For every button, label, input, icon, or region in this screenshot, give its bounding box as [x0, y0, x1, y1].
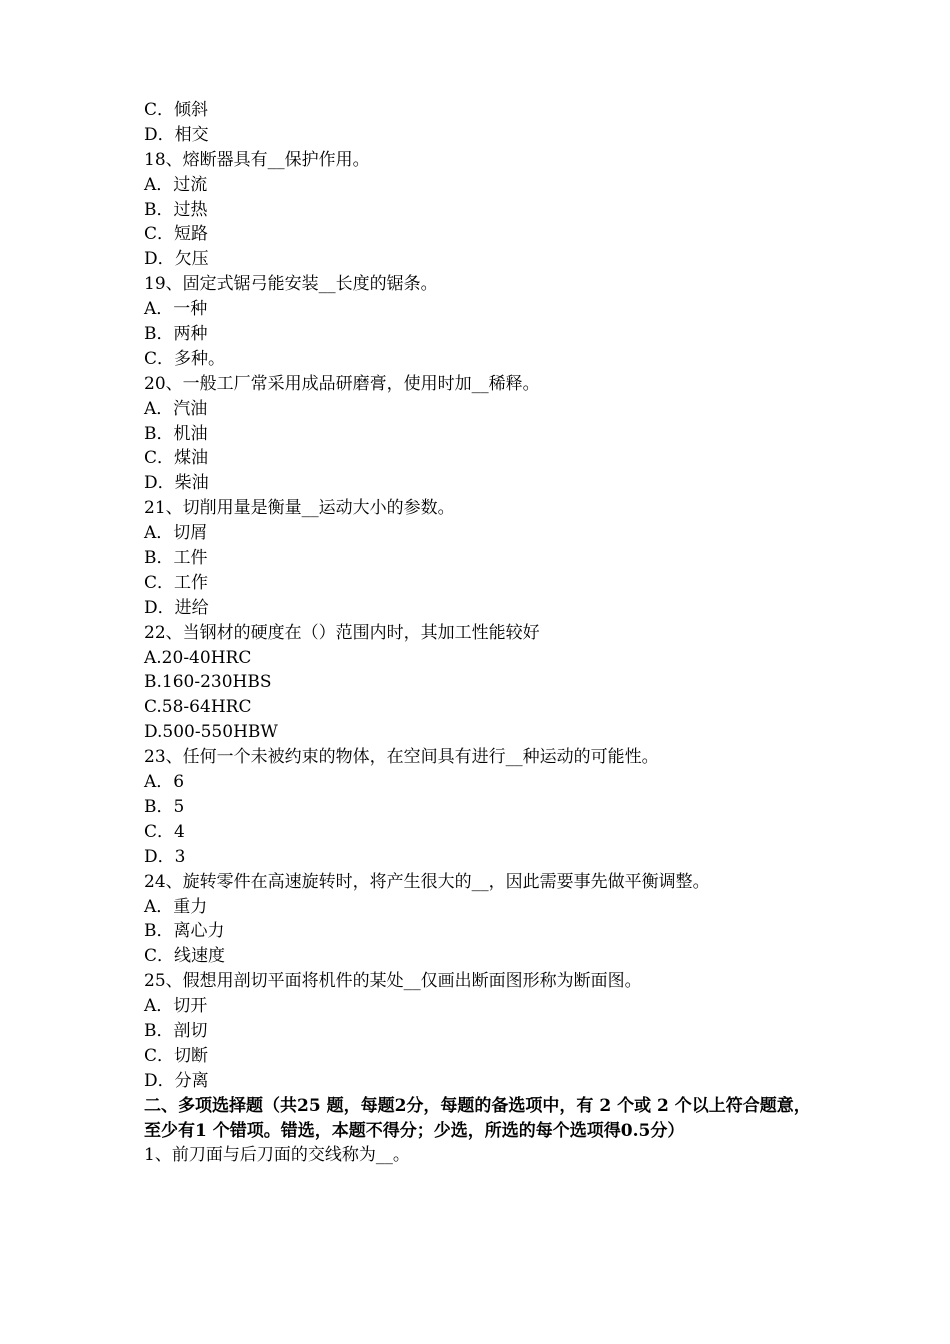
question-23: 23、任何一个未被约束的物体，在空间具有进行__种运动的可能性。: [144, 747, 659, 768]
question-25: 25、假想用剖切平面将机件的某处__仅画出断面图形称为断面图。: [144, 971, 642, 992]
document-page: [144, 98, 814, 1168]
option-line: C．工作: [144, 572, 209, 593]
option-line: B．工件: [144, 548, 208, 569]
option-line: A．一种: [144, 299, 208, 320]
option-line: B．离心力: [144, 921, 225, 942]
option-line: C．煤油: [144, 448, 209, 469]
option-line: D．3: [144, 846, 186, 867]
option-line: D．柴油: [144, 473, 209, 494]
question-1: 1、前刀面与后刀面的交线称为__。: [144, 1145, 410, 1166]
option-line: C．切断: [144, 1045, 209, 1066]
question-lines-before: [144, 98, 814, 1094]
option-line: C．多种。: [144, 348, 226, 369]
question-22: 22、当钢材的硬度在（）范围内时，其加工性能较好: [144, 622, 540, 643]
option-line: C．4: [144, 821, 185, 842]
question-lines-after: [144, 1143, 814, 1168]
option-line: A．切屑: [144, 523, 208, 544]
option-line: C.58-64HRC: [144, 697, 252, 718]
option-line: A．6: [144, 772, 185, 793]
option-line: A．切开: [144, 996, 208, 1017]
option-line: A．过流: [144, 174, 208, 195]
option-line: B．剖切: [144, 1020, 208, 1041]
option-line: D．进给: [144, 597, 209, 618]
option-line: D.500-550HBW: [144, 722, 278, 743]
option-line: B．两种: [144, 324, 208, 345]
question-20: 20、一般工厂常采用成品研磨膏，使用时加__稀释。: [144, 373, 540, 394]
option-line: D．欠压: [144, 249, 209, 270]
option-line: A.20-40HRC: [144, 647, 252, 668]
question-21: 21、切削用量是衡量__运动大小的参数。: [144, 498, 455, 519]
option-line: B．机油: [144, 423, 208, 444]
text-line: D．相交: [144, 124, 209, 145]
question-24: 24、旋转零件在高速旋转时，将产生很大的__，因此需要事先做平衡调整。: [144, 871, 710, 892]
question-19: 19、固定式锯弓能安装__长度的锯条。: [144, 274, 438, 295]
option-line: A．重力: [144, 896, 208, 917]
option-line: D．分离: [144, 1070, 209, 1091]
option-line: B.160-230HBS: [144, 672, 272, 693]
option-line: A．汽油: [144, 398, 208, 419]
option-line: B．过热: [144, 199, 208, 220]
text-line: C．倾斜: [144, 100, 209, 120]
question-18: 18、熔断器具有__保护作用。: [144, 149, 370, 170]
section-title-multiple-choice: 二、多项选择题（共25 题，每题2分，每题的备选项中，有 2 个或 2 个以上符合题意，至少有1 个错项。错选，本题不得分；少选，所选的每个选项得0.5分）: [144, 1095, 811, 1141]
option-line: C．线速度: [144, 946, 226, 967]
option-line: B．5: [144, 796, 185, 817]
option-line: C．短路: [144, 224, 209, 245]
